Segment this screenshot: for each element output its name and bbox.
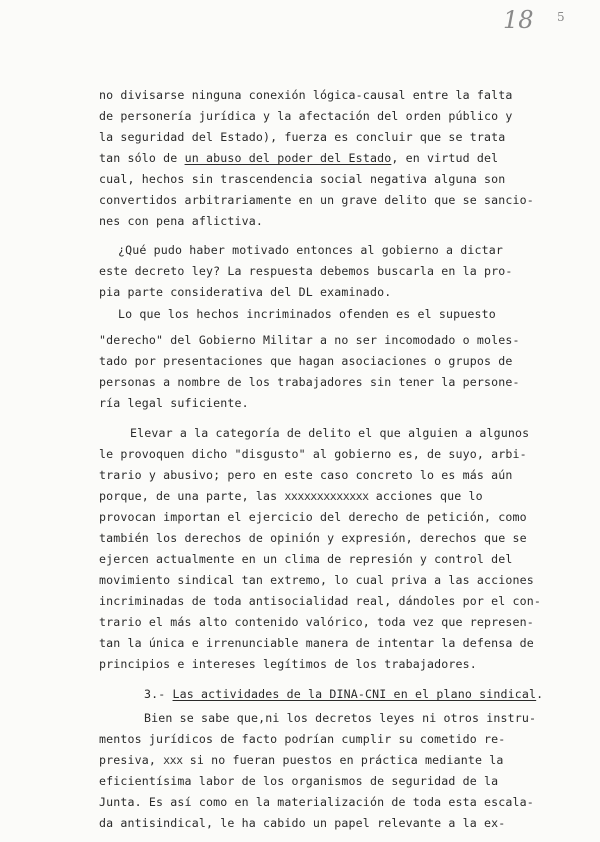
text-line: le provoquen dicho "disgusto" al gobierno es, de suyo, arbi- [99,447,527,461]
text-line: porque, de una parte, las xxxxxxxxxxxxx acciones que lo [99,489,483,503]
text-line: ría legal suficiente. [99,396,249,410]
text-line: incriminadas de toda antisocialidad real, dándoles por el con- [99,594,542,608]
section-heading-title: Las actividades de la DINA-CNI en el plano sindical [172,687,537,701]
underlined-phrase: un abuso del poder del Estado [184,151,392,165]
text-line: eficientísima labor de los organismos de seguridad de la [99,774,499,788]
page-number-small: 5 [557,10,565,24]
text-line: "derecho" del Gobierno Militar a no ser incomodado o moles- [99,333,520,347]
text-line: de personería jurídica y la afectación del orden público y [99,109,513,123]
text-line: personas a nombre de los trabajadores sin tener la persone- [99,375,520,389]
text-line: Elevar a la categoría de delito el que alguien a algunos [130,426,530,440]
handwritten-page-number: 18 [503,6,534,34]
text-line: tado por presentaciones que hagan asociaciones o grupos de [99,354,513,368]
text-line: tan la única e irrenunciable manera de intentar la defensa de [99,636,534,650]
text-line: provocan importan el ejercicio del derecho de petición, como [99,510,527,524]
struck-out-text: xxxxxxxxxxxxx [284,489,369,503]
section-heading: 3.- Las actividades de la DINA-CNI en el plano sindical. [144,687,544,701]
text-line: cual, hechos sin trascendencia social negativa alguna son [99,172,506,186]
text-line: no divisarse ninguna conexión lógica-causal entre la falta [99,88,513,102]
struck-out-text: xxx [163,753,183,767]
text-line: ejercen actualmente en un clima de represión y control del [99,552,513,566]
text-line: tan sólo de un abuso del poder del Estado, en virtud del [99,151,499,165]
text-line: este decreto ley? La respuesta debemos buscarla en la pro- [99,264,513,278]
text-line: ¿Qué pudo haber motivado entonces al gobierno a dictar [118,243,504,257]
text-line: trario y abusivo; pero en este caso concreto lo es más aún [99,468,513,482]
text-line: también los derechos de opinión y expresión, derechos que se [99,531,527,545]
text-line: Bien se sabe que,ni los decretos leyes ni otros instru- [144,711,537,725]
text-line: convertidos arbitrariamente en un grave delito que se sancio- [99,193,534,207]
text-line: nes con pena aflictiva. [99,214,263,228]
text-line: pia parte considerativa del DL examinado. [99,285,392,299]
text-line: movimiento sindical tan extremo, lo cual priva a las acciones [99,573,534,587]
text-line: mentos jurídicos de facto podrían cumplir su cometido re- [99,732,506,746]
text-line: principios e intereses legítimos de los trabajadores. [99,657,477,671]
text-line: trario el más alto contenido valórico, toda vez que represen- [99,615,534,629]
text-line: la seguridad del Estado), fuerza es concluir que se trata [99,130,506,144]
text-line: Junta. Es así como en la materialización de toda esta escala- [99,795,534,809]
text-line: Lo que los hechos incriminados ofenden es el supuesto [118,307,496,321]
text-line: presiva, xxx si no fueran puestos en práctica mediante la [99,753,504,767]
text-line: da antisindical, le ha cabido un papel relevante a la ex- [99,816,506,830]
